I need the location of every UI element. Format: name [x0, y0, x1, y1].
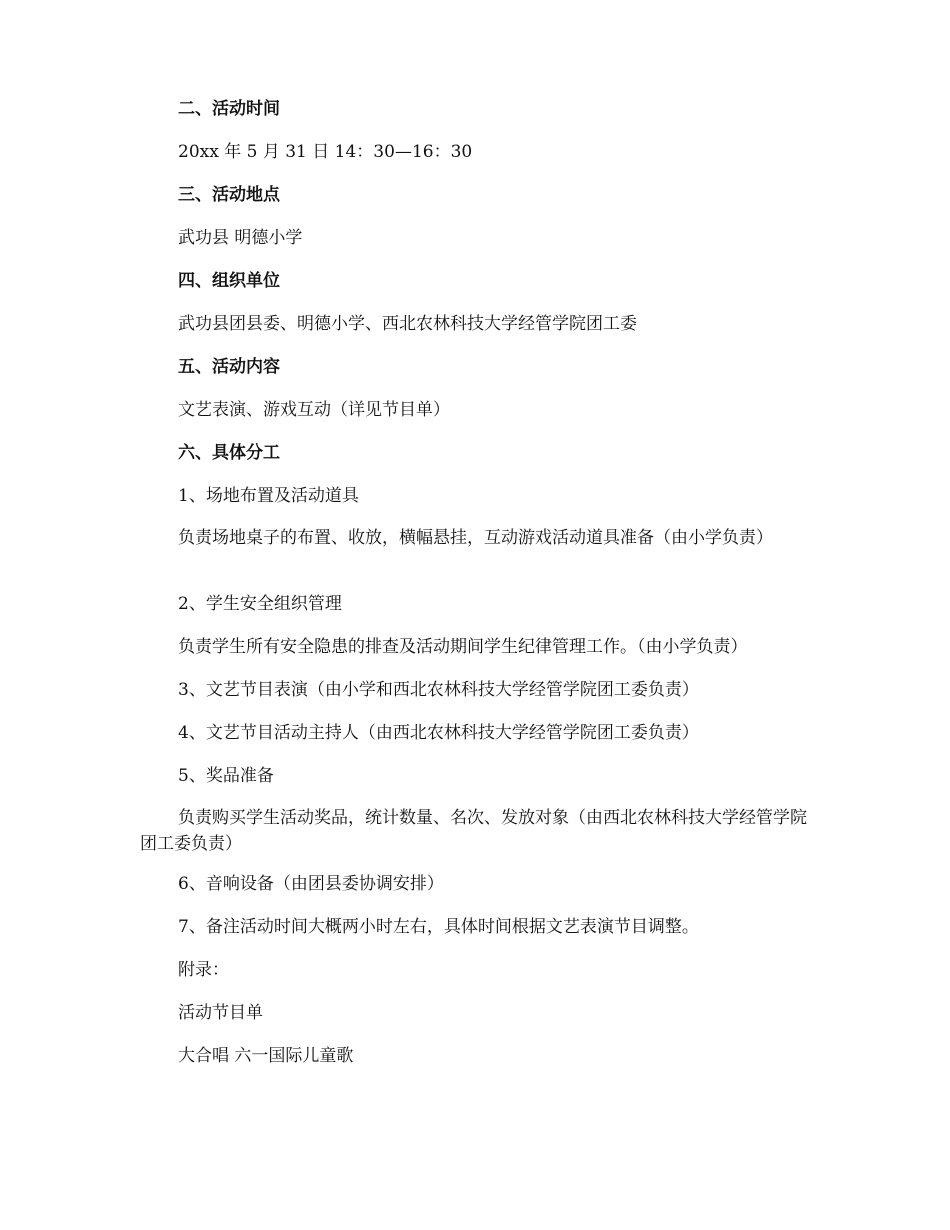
- paragraph-time: 20xx 年 5 月 31 日 14：30—16：30: [178, 142, 473, 162]
- section-heading-location: 三、活动地点: [178, 185, 280, 205]
- section-heading-division: 六、具体分工: [178, 443, 280, 463]
- list-item-prizes-title: 5、奖品准备: [178, 766, 274, 786]
- program-list-title: 活动节目单: [178, 1003, 263, 1023]
- program-item-chorus: 大合唱 六一国际儿童歌: [178, 1046, 354, 1066]
- paragraph-location: 武功县 明德小学: [178, 228, 303, 248]
- list-item-venue-title: 1、场地布置及活动道具: [178, 486, 359, 506]
- list-item-remark: 7、备注活动时间大概两小时左右，具体时间根据文艺表演节目调整。: [178, 917, 699, 937]
- paragraph-organizers: 武功县团县委、明德小学、西北农林科技大学经管学院团工委: [178, 314, 637, 334]
- appendix-label: 附录：: [178, 960, 229, 980]
- section-heading-content: 五、活动内容: [178, 357, 280, 377]
- list-item-safety-title: 2、学生安全组织管理: [178, 594, 342, 614]
- paragraph-content: 文艺表演、游戏互动（详见节目单）: [178, 400, 450, 420]
- paragraph-venue-detail: 负责场地桌子的布置、收放，横幅悬挂，互动游戏活动道具准备（由小学负责）: [178, 528, 773, 548]
- section-heading-time: 二、活动时间: [178, 99, 280, 119]
- list-item-performance: 3、文艺节目表演（由小学和西北农林科技大学经管学院团工委负责）: [178, 680, 699, 700]
- paragraph-prizes-detail: 负责购买学生活动奖品，统计数量、名次、发放对象（由西北农林科技大学经管学院团工委负责）: [140, 808, 807, 854]
- list-item-audio: 6、音响设备（由团县委协调安排）: [178, 874, 444, 894]
- section-heading-organizers: 四、组织单位: [178, 271, 280, 291]
- paragraph-safety-detail: 负责学生所有安全隐患的排查及活动期间学生纪律管理工作。（由小学负责）: [178, 637, 748, 657]
- list-item-host: 4、文艺节目活动主持人（由西北农林科技大学经管学院团工委负责）: [178, 723, 699, 743]
